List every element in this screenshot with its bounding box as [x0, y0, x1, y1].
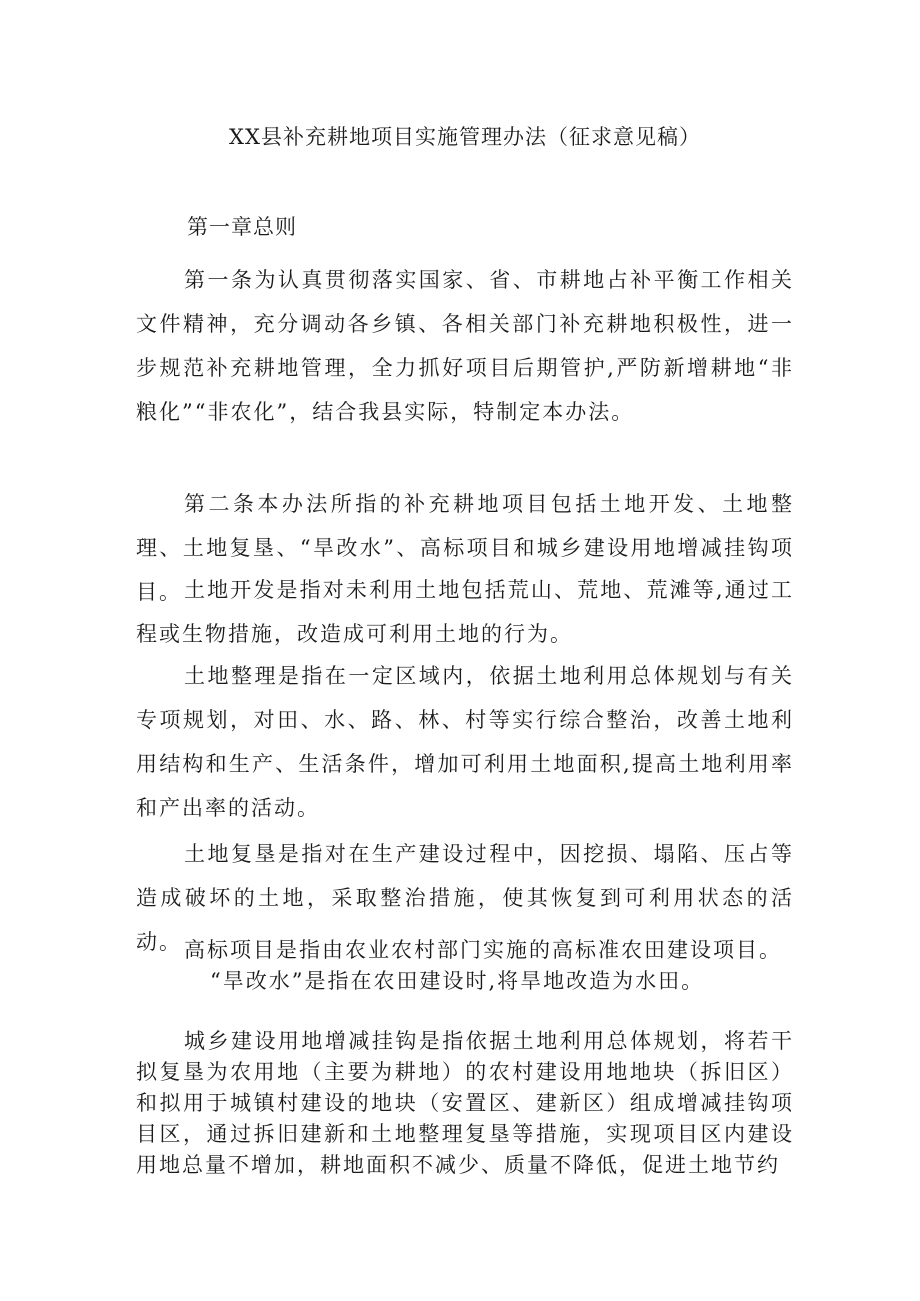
land-reclamation-paragraph: 土地复垦是指对在生产建设过程中，因挖损、塌陷、压占等造成破坏的土地，采取整治措施，使其恢复到可利用状态的活动。 — [136, 842, 794, 954]
article-1-paragraph: 第一条为认真贯彻落实国家、省、市耕地占补平衡工作相关文件精神，充分调动各乡镇、各相关部门补充耕地积极性，进一步规范补充耕地管理，全力抓好项目后期管护,严防新增耕地“非粮化”“非农化”，结合我县实际，特制定本办法。 — [136, 268, 794, 424]
land-consolidation-paragraph: 土地整理是指在一定区域内，依据土地利用总体规划与有关专项规划，对田、水、路、林、村等实行综合整治，改善土地利用结构和生产、生活条件，增加可利用土地面积,提高土地利用率和产出率的活动。 — [136, 664, 794, 820]
document-title: XX县补充耕地项目实施管理办法（征求意见稿） — [229, 125, 701, 149]
high-standard-project-paragraph: 高标项目是指由农业农村部门实施的高标准农田建设项目。 — [184, 938, 782, 962]
urban-rural-linkage-paragraph: 城乡建设用地增减挂钩是指依据土地利用总体规划，将若干拟复垦为农用地（主要为耕地）的农村建设用地地块（拆旧区）和拟用于城镇村建设的地块（安置区、建新区）组成增减挂钩项目区，通过拆旧建新和土地整理复垦等措施，实现项目区内建设用地总量不增加，耕地面积不减少、质量不降低，促进土地节约 — [136, 1029, 794, 1177]
article-2-paragraph: 第二条本办法所指的补充耕地项目包括土地开发、土地整理、土地复垦、“旱改水”、高标项目和城乡建设用地增减挂钩项目。 — [136, 492, 794, 604]
land-development-paragraph: 土地开发是指对未利用土地包括荒山、荒地、荒滩等,通过工程或生物措施，改造成可利用土地的行为。 — [136, 578, 794, 646]
chapter-heading: 第一章总则 — [187, 215, 297, 239]
dry-to-paddy-paragraph: “旱改水”是指在农田建设时,将旱地改造为水田。 — [210, 969, 705, 993]
